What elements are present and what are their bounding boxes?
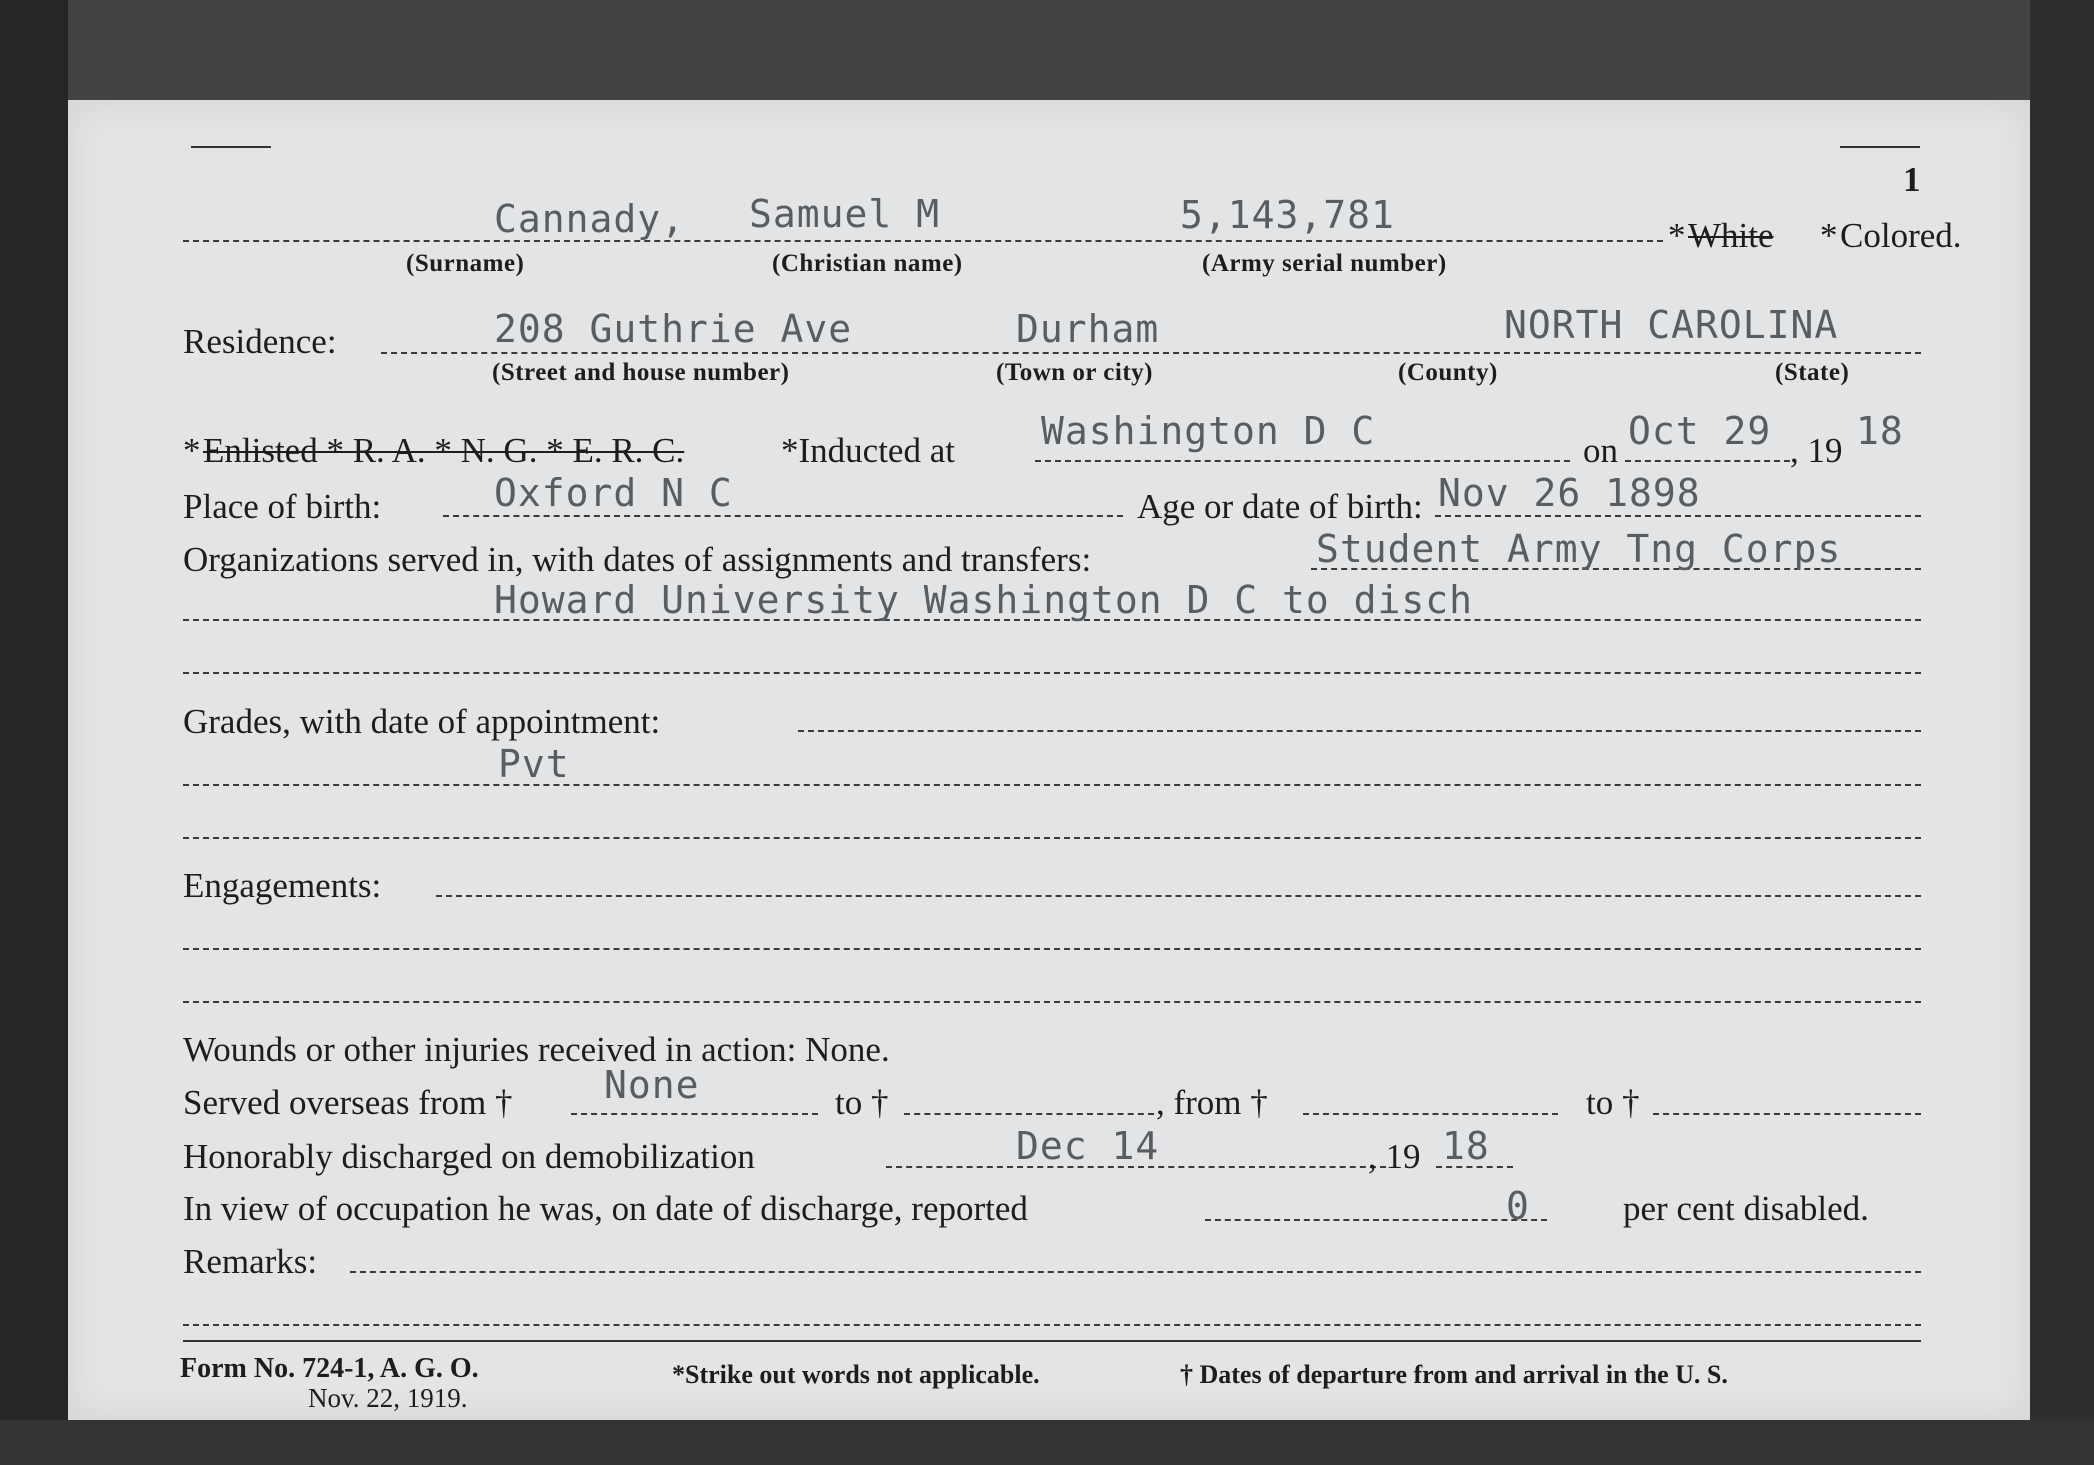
discharge-date-value: Dec 14 xyxy=(1016,1124,1160,1168)
name-line xyxy=(183,240,1663,242)
scan-background-top xyxy=(0,0,2094,100)
discharge-label: Honorably discharged on demobilization xyxy=(183,1137,755,1176)
race-colored: Colored. xyxy=(1840,216,1962,255)
overseas-to2-line xyxy=(1653,1113,1921,1115)
birth-date-value: Nov 26 1898 xyxy=(1438,471,1701,515)
birth-place-label: Place of birth: xyxy=(183,487,382,526)
scan-background-bottom xyxy=(0,1420,2094,1465)
engagements-line-3 xyxy=(183,1001,1921,1003)
residence-line xyxy=(381,352,1921,354)
page-number: 1 xyxy=(1903,160,1921,199)
race-asterisk-colored: * xyxy=(1820,216,1838,255)
discharge-year-value: 18 xyxy=(1442,1124,1490,1168)
grades-line-2 xyxy=(183,784,1921,786)
birth-place-value: Oxford N C xyxy=(494,471,733,515)
discharge-year-prefix: , 19 xyxy=(1368,1137,1421,1176)
disability-label: In view of occupation he was, on date of discharge, reported xyxy=(183,1189,1028,1228)
inducted-place-line xyxy=(1035,460,1570,462)
caption-christian-name: (Christian name) xyxy=(772,250,963,277)
serial-number-value: 5,143,781 xyxy=(1180,193,1395,237)
disability-suffix: per cent disabled. xyxy=(1623,1189,1869,1228)
grades-label: Grades, with date of appointment: xyxy=(183,702,661,741)
caption-county: (County) xyxy=(1398,359,1498,386)
grades-line-1 xyxy=(798,730,1921,732)
street-value: 208 Guthrie Ave xyxy=(494,307,853,351)
footer-rule xyxy=(183,1340,1921,1342)
grade-value: Pvt xyxy=(498,742,570,786)
remarks-line-2 xyxy=(183,1324,1921,1326)
caption-town: (Town or city) xyxy=(996,359,1153,386)
overseas-to2-label: to † xyxy=(1586,1083,1640,1122)
overseas-to-line xyxy=(904,1113,1154,1115)
on-label: on xyxy=(1583,431,1618,470)
grades-line-3 xyxy=(183,837,1921,839)
overseas-from-line xyxy=(571,1113,818,1115)
overseas-from-value: None xyxy=(604,1063,700,1107)
dates-note: † Dates of departure from and arrival in the U. S. xyxy=(1180,1360,1728,1389)
birth-date-label: Age or date of birth: xyxy=(1137,487,1423,526)
enlist-options-struck: Enlisted * R. A. * N. G. * E. R. C. xyxy=(203,431,685,470)
engagements-label: Engagements: xyxy=(183,866,382,905)
race-asterisk-white: * xyxy=(1668,216,1686,255)
inducted-year-value: 18 xyxy=(1856,409,1904,453)
remarks-label: Remarks: xyxy=(183,1242,318,1281)
caption-street: (Street and house number) xyxy=(492,359,790,386)
organizations-line-3 xyxy=(183,672,1921,674)
race-white-struck: White xyxy=(1688,216,1774,255)
christian-name-value: Samuel M xyxy=(749,192,941,236)
overseas-from2-line xyxy=(1303,1113,1558,1115)
disability-value: 0 xyxy=(1506,1184,1530,1228)
organizations-value-2: Howard University Washington D C to disch xyxy=(494,578,1473,622)
remarks-line-1 xyxy=(350,1271,1921,1273)
inducted-date-line xyxy=(1625,460,1790,462)
inducted-label: *Inducted at xyxy=(781,431,955,470)
disability-line xyxy=(1205,1219,1547,1221)
strike-note: *Strike out words not applicable. xyxy=(672,1360,1040,1389)
overseas-from2-label: , from † xyxy=(1156,1083,1268,1122)
birth-date-line xyxy=(1435,515,1921,517)
overseas-from-label: Served overseas from † xyxy=(183,1083,513,1122)
inducted-date-value: Oct 29 xyxy=(1628,409,1772,453)
caption-state: (State) xyxy=(1775,359,1850,386)
inducted-year-prefix: , 19 xyxy=(1790,431,1843,470)
birth-place-line xyxy=(443,515,1123,517)
surname-value: Cannady, xyxy=(494,197,686,241)
overseas-to-label: to † xyxy=(835,1083,889,1122)
top-right-rule xyxy=(1840,146,1920,148)
service-record-card xyxy=(68,100,2030,1420)
inducted-place-value: Washington D C xyxy=(1041,409,1376,453)
organizations-label: Organizations served in, with dates of assignments and transfers: xyxy=(183,540,1092,579)
top-left-rule xyxy=(191,146,271,148)
engagements-line-1 xyxy=(436,895,1921,897)
town-value: Durham xyxy=(1016,307,1160,351)
caption-serial-number: (Army serial number) xyxy=(1202,250,1447,277)
scan-background-right xyxy=(2030,0,2094,1465)
organizations-value-1: Student Army Tng Corps xyxy=(1316,527,1842,571)
residence-label: Residence: xyxy=(183,322,337,361)
wounds-label: Wounds or other injuries received in action: None. xyxy=(183,1030,890,1069)
scan-background-left xyxy=(0,0,68,1465)
form-number: Form No. 724-1, A. G. O. xyxy=(180,1353,479,1384)
form-date: Nov. 22, 1919. xyxy=(308,1383,468,1413)
enlist-asterisk: * xyxy=(183,431,201,470)
engagements-line-2 xyxy=(183,948,1921,950)
state-value: NORTH CAROLINA xyxy=(1504,303,1839,347)
caption-surname: (Surname) xyxy=(406,250,525,277)
